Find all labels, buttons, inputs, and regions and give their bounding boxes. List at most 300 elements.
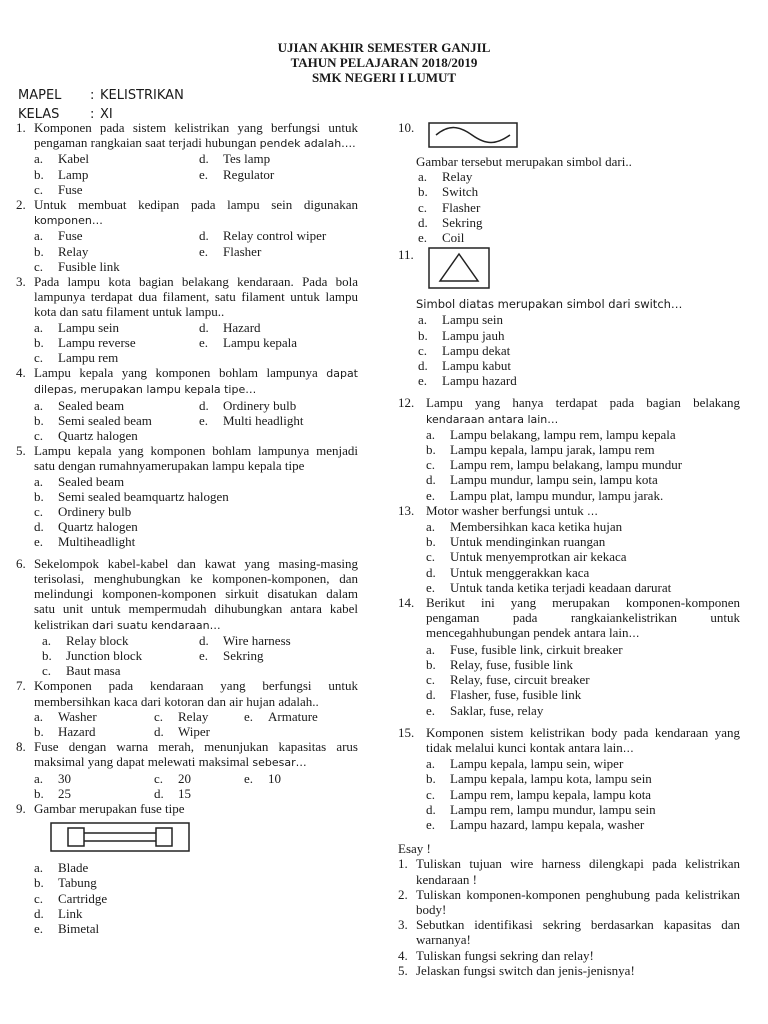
option-letter: c. xyxy=(34,350,44,366)
question-15 xyxy=(398,725,740,832)
option-text: Washer xyxy=(58,708,97,724)
option-letter: b. xyxy=(426,442,436,458)
option-letter: b. xyxy=(42,647,52,663)
kelas-separator: : xyxy=(90,107,95,122)
option-letter: e. xyxy=(199,243,209,259)
option-letter: b. xyxy=(426,656,436,672)
option-letter: e. xyxy=(199,166,209,182)
option-letter: e. xyxy=(34,534,44,550)
question-13 xyxy=(398,503,740,595)
option-letter: c. xyxy=(34,258,44,274)
option-letter: e. xyxy=(199,647,209,663)
option-text: Lampu sein xyxy=(58,319,120,335)
option-c[interactable] xyxy=(16,428,181,443)
option-text: Multiheadlight xyxy=(58,534,136,550)
option-text: Switch xyxy=(442,184,479,200)
option-letter: d. xyxy=(426,687,436,703)
option-letter: a. xyxy=(34,397,44,413)
question-number: 10. xyxy=(398,120,415,135)
option-letter: d. xyxy=(199,151,209,167)
option-text: 25 xyxy=(58,785,71,801)
option-text: Ordinery bulb xyxy=(58,504,132,520)
option-c[interactable] xyxy=(16,350,181,365)
option-letter: b. xyxy=(426,534,436,550)
essay-number: 4. xyxy=(398,947,408,963)
option-b[interactable] xyxy=(398,657,740,672)
option-d[interactable] xyxy=(181,151,358,166)
option-letter: a. xyxy=(426,519,436,535)
question-text: Sekelompok kabel-kabel dan kawat yang masing-masing terisolasi, menghubungkan ke komponen-komponen, dan melindungi komponen-komponen sirkuit disatukan dalam satu unit untuk mempermudah dihubungkan antara kabel kelistrikan xyxy=(34,555,358,632)
option-letter: d. xyxy=(154,785,164,801)
option-e[interactable] xyxy=(181,335,358,350)
option-letter: d. xyxy=(199,397,209,413)
option-text: Lampu plat, lampu mundur, lampu jarak. xyxy=(450,487,664,503)
option-b[interactable] xyxy=(24,648,189,663)
option-text: Sekring xyxy=(442,214,483,230)
essay-item-1 xyxy=(398,856,740,886)
option-letter: c. xyxy=(418,342,428,358)
option-a[interactable] xyxy=(16,771,136,786)
option-letter: a. xyxy=(34,708,44,724)
question-text-cont: dapat dilepas, merupakan lampu kepala tipe… xyxy=(34,367,358,397)
option-letter: c. xyxy=(34,890,44,906)
option-text: Lampu reverse xyxy=(58,334,136,350)
option-letter: c. xyxy=(34,428,44,444)
question-number: 2. xyxy=(16,197,26,213)
option-a[interactable] xyxy=(16,709,136,724)
mapel-separator: : xyxy=(90,88,95,103)
option-d[interactable] xyxy=(189,633,366,648)
option-a[interactable] xyxy=(16,474,358,489)
option-e[interactable] xyxy=(181,167,358,182)
option-b[interactable] xyxy=(398,771,740,786)
option-letter: b. xyxy=(34,412,44,428)
question-text-cont: … xyxy=(622,741,634,755)
option-a[interactable] xyxy=(16,860,358,875)
option-text: Lampu rem, lampu kepala, lampu kota xyxy=(450,786,652,802)
option-d[interactable] xyxy=(181,320,358,335)
option-b[interactable] xyxy=(16,786,136,801)
option-text: Ordinery bulb xyxy=(223,397,297,413)
question-text-cont: … xyxy=(587,504,599,518)
question-4 xyxy=(16,365,358,443)
option-letter: d. xyxy=(34,905,44,921)
option-b[interactable] xyxy=(16,489,358,504)
option-text: Relay, fuse, circuit breaker xyxy=(450,672,590,688)
question-1 xyxy=(16,120,358,197)
option-b[interactable] xyxy=(16,335,181,350)
option-b[interactable] xyxy=(398,184,740,199)
option-a[interactable] xyxy=(16,228,181,243)
option-e[interactable] xyxy=(398,703,740,718)
essay-number: 1. xyxy=(398,856,408,872)
question-text: Lampu yang hanya terdapat pada bagian belakang xyxy=(426,395,740,411)
essay-title: Esay ! xyxy=(398,841,431,857)
option-letter: d. xyxy=(34,519,44,535)
option-b[interactable] xyxy=(398,328,740,343)
option-e[interactable] xyxy=(181,413,358,428)
option-b[interactable] xyxy=(16,724,136,739)
option-letter: c. xyxy=(34,181,44,197)
option-text: Fusible link xyxy=(58,258,120,274)
option-text: Sealed beam xyxy=(58,473,125,489)
question-number: 11. xyxy=(398,247,414,263)
question-text-cont: komponen… xyxy=(34,214,103,228)
option-d[interactable] xyxy=(398,687,740,702)
option-c[interactable] xyxy=(136,709,226,724)
option-letter: b. xyxy=(418,184,428,200)
option-e[interactable] xyxy=(226,709,358,724)
option-b[interactable] xyxy=(16,875,358,890)
question-11 xyxy=(398,245,740,388)
question-text: Komponen pada sistem kelistrikan yang berfungsi untuk pengaman rangkaian saat terjadi hubungan xyxy=(34,120,358,151)
option-a[interactable] xyxy=(16,398,181,413)
mapel-label: MAPEL xyxy=(18,88,62,103)
option-letter: e. xyxy=(34,920,44,936)
option-letter: a. xyxy=(34,473,44,489)
question-number: 7. xyxy=(16,678,26,694)
option-d[interactable] xyxy=(16,519,358,534)
question-text-cont: sebesar… xyxy=(252,756,307,770)
option-letter: c. xyxy=(426,457,436,473)
school-name: SMK NEGERI I LUMUT xyxy=(311,70,457,85)
option-b[interactable] xyxy=(398,534,740,549)
option-letter: d. xyxy=(426,472,436,488)
question-14 xyxy=(398,595,740,718)
option-c[interactable] xyxy=(398,787,740,802)
kelas-value: XI xyxy=(100,107,113,122)
cartridge-fuse-icon xyxy=(50,822,190,852)
option-letter: b. xyxy=(418,327,428,343)
question-text: Lampu kepala yang komponen bohlam lampunya menjadi satu dengan rumahnyamerupakan lampu kepala tipe xyxy=(34,443,358,474)
question-text: Komponen sistem kelistrikan body pada kendaraan yang tidak melalui kunci kontak antara lain xyxy=(426,724,740,755)
essay-number: 3. xyxy=(398,917,408,933)
option-d[interactable] xyxy=(181,398,358,413)
option-text: Untuk menyemprotkan air kekaca xyxy=(450,549,627,565)
question-number: 14. xyxy=(398,595,415,611)
option-letter: a. xyxy=(34,860,44,876)
option-text: Lampu jauh xyxy=(442,327,505,343)
option-text: Relay xyxy=(58,243,89,259)
option-letter: a. xyxy=(34,151,44,167)
option-letter: d. xyxy=(154,723,164,739)
question-text: Lampu kepala yang komponen bohlam lampunya xyxy=(34,365,327,381)
option-letter: b. xyxy=(34,723,44,739)
option-text: Armature xyxy=(268,708,318,724)
option-d[interactable] xyxy=(398,472,740,487)
right-column xyxy=(398,120,740,978)
option-c[interactable] xyxy=(24,663,189,678)
question-number: 13. xyxy=(398,502,415,518)
option-text: Fuse xyxy=(58,181,83,197)
option-text: Flasher xyxy=(223,243,262,259)
mapel-value: KELISTRIKAN xyxy=(100,88,184,103)
question-number: 1. xyxy=(16,120,26,135)
option-c[interactable] xyxy=(16,182,181,197)
option-e[interactable] xyxy=(398,230,740,245)
option-a[interactable] xyxy=(16,320,181,335)
option-text: Lampu rem xyxy=(58,350,119,366)
option-text: Fuse xyxy=(58,228,83,244)
option-text: Lampu hazard xyxy=(442,373,517,389)
option-text: 20 xyxy=(178,770,191,786)
question-text: Gambar merupakan fuse tipe xyxy=(34,800,185,816)
option-text: Coil xyxy=(442,230,465,246)
option-text: Lampu dekat xyxy=(442,342,511,358)
exam-title: UJIAN AKHIR SEMESTER GANJIL xyxy=(277,40,491,55)
question-text-cont: … xyxy=(628,627,640,641)
question-text: Komponen pada kendaraan yang berfungsi untuk membersihkan kaca dari kotoran dan air hujan adalah.. xyxy=(34,678,358,709)
option-text: 30 xyxy=(58,770,71,786)
option-text: Lamp xyxy=(58,166,89,182)
question-text: Berikut ini yang merupakan komponen-komponen pengaman pada rangkaiankelistrikan untuk mencegahhubungan pendek antara lain xyxy=(426,595,740,641)
kelas-label: KELAS xyxy=(18,107,60,122)
option-letter: b. xyxy=(34,785,44,801)
essay-item-2 xyxy=(398,887,740,917)
option-text: Relay xyxy=(442,169,473,185)
option-text: Lampu hazard, lampu kepala, washer xyxy=(450,816,645,832)
question-10 xyxy=(398,120,740,245)
option-text: Flasher, fuse, fusible link xyxy=(450,687,582,703)
option-text: Wiper xyxy=(178,723,210,739)
option-text: Regulator xyxy=(223,166,275,182)
option-letter: a. xyxy=(426,641,436,657)
option-a[interactable] xyxy=(398,169,740,184)
option-e[interactable] xyxy=(16,534,358,549)
option-c[interactable] xyxy=(398,200,740,215)
option-text: Lampu kepala xyxy=(223,334,297,350)
question-7 xyxy=(16,678,358,739)
option-letter: d. xyxy=(418,358,428,374)
question-number: 15. xyxy=(398,724,415,740)
essay-text: Tuliskan fungsi sekring dan relay! xyxy=(416,947,594,963)
option-letter: e. xyxy=(426,702,436,718)
option-a[interactable] xyxy=(398,519,740,534)
option-letter: c. xyxy=(426,549,436,565)
fuse-figure xyxy=(16,816,358,860)
option-text: Quartz halogen xyxy=(58,428,138,444)
option-text: Relay block xyxy=(66,632,129,648)
option-letter: d. xyxy=(199,319,209,335)
question-3 xyxy=(16,274,358,365)
option-text: Lampu rem, lampu belakang, lampu mundur xyxy=(450,457,683,473)
option-e[interactable] xyxy=(226,771,358,786)
question-2 xyxy=(16,197,358,274)
option-letter: c. xyxy=(34,504,44,520)
option-e[interactable] xyxy=(189,648,366,663)
option-b[interactable] xyxy=(16,167,181,182)
option-text: Hazard xyxy=(223,319,261,335)
option-text: Lampu belakang, lampu rem, lampu kepala xyxy=(450,426,676,442)
option-c[interactable] xyxy=(398,549,740,564)
option-letter: b. xyxy=(34,875,44,891)
essay-text: Tuliskan komponen-komponen penghubung pada kelistrikan body! xyxy=(416,886,740,917)
option-text: Tes lamp xyxy=(223,151,271,167)
option-text: Lampu mundur, lampu sein, lampu kota xyxy=(450,472,658,488)
option-text: Untuk menggerakkan kaca xyxy=(450,564,590,580)
option-e[interactable] xyxy=(398,373,740,388)
question-number: 8. xyxy=(16,739,26,755)
option-d[interactable] xyxy=(398,215,740,230)
question-6 xyxy=(16,556,358,679)
option-text: Link xyxy=(58,905,83,921)
essay-item-5 xyxy=(398,963,740,978)
option-d[interactable] xyxy=(398,358,740,373)
essay-text: Sebutkan identifikasi sekring berdasarkan kapasitas dan warnanya! xyxy=(416,917,740,948)
option-letter: d. xyxy=(199,228,209,244)
option-c[interactable] xyxy=(136,771,226,786)
question-number: 12. xyxy=(398,395,415,411)
question-text-cont: dari suatu kendaraan… xyxy=(92,618,221,632)
option-c[interactable] xyxy=(16,259,181,274)
left-column xyxy=(16,120,358,936)
option-letter: e. xyxy=(426,816,436,832)
essay-item-4 xyxy=(398,948,740,963)
question-number: 3. xyxy=(16,274,26,290)
option-e[interactable] xyxy=(398,488,740,503)
option-letter: b. xyxy=(34,166,44,182)
option-c[interactable] xyxy=(16,891,358,906)
option-text: Lampu kepala, lampu kota, lampu sein xyxy=(450,771,652,787)
option-a[interactable] xyxy=(398,312,740,327)
sine-wave-symbol-icon xyxy=(428,122,518,148)
option-text: 10 xyxy=(268,770,281,786)
option-a[interactable] xyxy=(398,756,740,771)
option-b[interactable] xyxy=(398,442,740,457)
option-a[interactable] xyxy=(16,151,181,166)
option-letter: d. xyxy=(426,564,436,580)
exam-meta xyxy=(18,86,184,124)
option-text: Blade xyxy=(58,860,89,876)
option-letter: a. xyxy=(418,312,428,328)
option-e[interactable] xyxy=(16,921,358,936)
option-text: Kabel xyxy=(58,151,90,167)
option-text: Semi sealed beam xyxy=(58,412,152,428)
option-c[interactable] xyxy=(16,504,358,519)
option-letter: d. xyxy=(199,632,209,648)
option-d[interactable] xyxy=(16,906,358,921)
option-e[interactable] xyxy=(398,817,740,832)
essay-text: Jelaskan fungsi switch dan jenis-jenisnya! xyxy=(416,962,635,978)
option-letter: b. xyxy=(34,334,44,350)
option-b[interactable] xyxy=(16,244,181,259)
question-number: 6. xyxy=(16,555,26,571)
option-text: Hazard xyxy=(58,723,96,739)
option-text: Lampu kepala, lampu jarak, lampu rem xyxy=(450,442,655,458)
option-letter: a. xyxy=(34,319,44,335)
question-text: Simbol diatas merupakan simbol dari switch… xyxy=(416,297,683,312)
option-text: 15 xyxy=(178,785,191,801)
essay-section xyxy=(398,841,740,978)
option-letter: c. xyxy=(418,199,428,215)
option-text: Lampu kepala, lampu sein, wiper xyxy=(450,756,624,772)
option-c[interactable] xyxy=(398,457,740,472)
option-text: Semi sealed beamquartz halogen xyxy=(58,488,229,504)
option-d[interactable] xyxy=(136,786,226,801)
option-letter: b. xyxy=(426,771,436,787)
option-text: Lampu kabut xyxy=(442,358,511,374)
option-letter: c. xyxy=(154,708,164,724)
option-letter: c. xyxy=(426,786,436,802)
option-text: Saklar, fuse, relay xyxy=(450,702,544,718)
option-a[interactable] xyxy=(398,427,740,442)
option-text: Fuse, fusible link, cirkuit breaker xyxy=(450,641,623,657)
mapel-row xyxy=(18,86,184,105)
option-letter: e. xyxy=(418,373,428,389)
option-text: Sealed beam xyxy=(58,397,125,413)
option-d[interactable] xyxy=(136,724,226,739)
option-letter: b. xyxy=(34,488,44,504)
option-text: Lampu sein xyxy=(442,312,504,328)
question-9 xyxy=(16,801,358,936)
question-5 xyxy=(16,443,358,549)
question-text: Gambar tersebut merupakan simbol dari.. xyxy=(416,154,632,169)
option-letter: d. xyxy=(426,801,436,817)
option-letter: d. xyxy=(418,214,428,230)
question-number: 9. xyxy=(16,800,26,816)
option-text: Multi headlight xyxy=(223,412,304,428)
question-text: Motor washer berfungsi untuk xyxy=(426,502,588,518)
option-letter: c. xyxy=(154,770,164,786)
option-text: Relay, fuse, fusible link xyxy=(450,656,573,672)
option-text: Untuk tanda ketika terjadi keadaan darurat xyxy=(450,579,672,595)
option-text: Tabung xyxy=(58,875,97,891)
option-text: Wire harness xyxy=(223,632,291,648)
option-text: Junction block xyxy=(66,647,143,663)
question-12 xyxy=(398,395,740,502)
option-a[interactable] xyxy=(398,642,740,657)
option-letter: e. xyxy=(418,230,428,246)
option-text: Quartz halogen xyxy=(58,519,138,535)
option-c[interactable] xyxy=(398,343,740,358)
option-letter: e. xyxy=(199,412,209,428)
option-text: Membersihkan kaca ketika hujan xyxy=(450,519,623,535)
school-year: TAHUN PELAJARAN 2018/2019 xyxy=(290,55,478,70)
option-letter: a. xyxy=(426,426,436,442)
option-a[interactable] xyxy=(24,633,189,648)
question-text-cont: pendek adalah…. xyxy=(259,137,356,151)
option-letter: b. xyxy=(34,243,44,259)
option-text: Relay xyxy=(178,708,209,724)
option-letter: a. xyxy=(426,756,436,772)
triangle-switch-symbol-icon xyxy=(428,247,490,289)
option-text: Baut masa xyxy=(66,663,121,679)
option-text: Sekring xyxy=(223,647,264,663)
option-e[interactable] xyxy=(398,580,740,595)
option-letter: e. xyxy=(244,708,254,724)
question-text: Pada lampu kota bagian belakang kendaraan. Pada bola lampunya terdapat dua filament, satu filament untuk lampu kota dan satu filament untuk lampu.. xyxy=(34,274,358,320)
option-text: Lampu rem, lampu mundur, lampu sein xyxy=(450,801,656,817)
option-e[interactable] xyxy=(181,244,358,259)
option-d[interactable] xyxy=(398,802,740,817)
option-d[interactable] xyxy=(181,228,358,243)
question-8 xyxy=(16,739,358,801)
option-letter: e. xyxy=(426,487,436,503)
option-text: Bimetal xyxy=(58,920,100,936)
question-text: Fuse dengan warna merah, menunjukan kapasitas arus maksimal yang dapat melewati maksimal xyxy=(34,739,358,770)
option-b[interactable] xyxy=(16,413,181,428)
option-letter: a. xyxy=(418,169,428,185)
option-text: Untuk mendinginkan ruangan xyxy=(450,534,606,550)
option-d[interactable] xyxy=(398,565,740,580)
option-text: Flasher xyxy=(442,199,481,215)
option-c[interactable] xyxy=(398,672,740,687)
question-text-cont: kendaraan antara lain… xyxy=(426,412,559,426)
question-text: Untuk membuat kedipan pada lampu sein digunakan xyxy=(34,197,358,213)
option-letter: a. xyxy=(42,632,52,648)
option-text: Cartridge xyxy=(58,890,108,906)
option-letter: e. xyxy=(199,334,209,350)
